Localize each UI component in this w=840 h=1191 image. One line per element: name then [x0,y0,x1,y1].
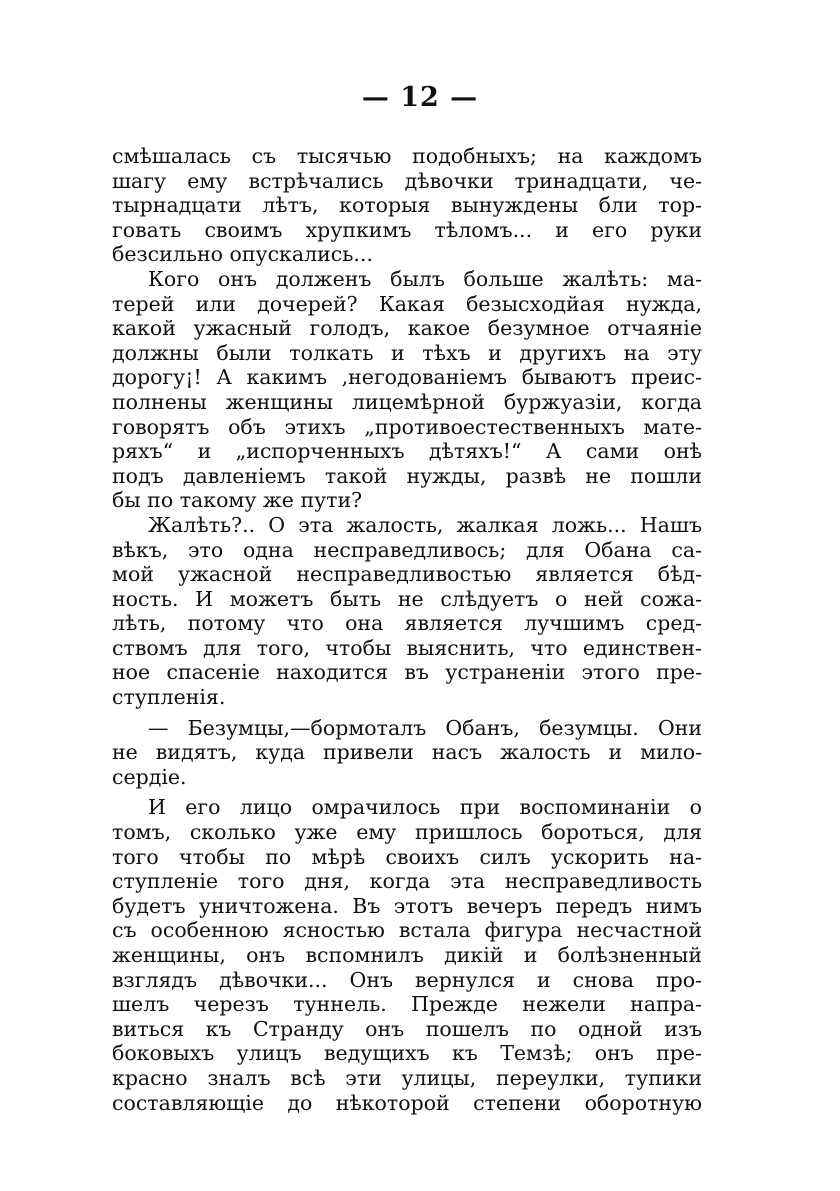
text-line: ствомъ для того, чтобы выяснить, что единствен- [112,635,702,660]
text-line: дорогу¡! А какимъ ,негодованіемъ бываютъ преис- [112,365,702,390]
text-line: бы по такому же пути? [112,488,363,513]
paragraph [112,267,702,513]
text-line: подъ давленіемъ такой нужды, развѣ не пошли [112,463,702,488]
text-line: должны были толкать и тѣхъ и другихъ на эту [112,340,702,365]
text-line: И его лицо омрачилось при воспоминаніи о [148,795,702,820]
text-line: сердіе. [112,764,187,789]
text-line: шелъ черезъ туннель. Прежде нежели напра- [112,992,702,1017]
text-line: полнены женщины лицемѣрной буржуазіи, когда [112,389,702,414]
text-line: ное спасеніе находится въ устраненіи этого пре- [112,660,702,685]
text-line: женщины, онъ вспомнилъ дикій и болѣзненный [112,943,702,967]
paragraph [112,795,702,1115]
text-line: взглядъ дѣвочки... Онъ вернулся и снова про- [112,967,702,992]
text-line: — Безумцы,—бормоталъ Обанъ, безумцы. Они [148,715,702,740]
paragraph [112,716,702,790]
text-line: смѣшалась съ тысячью подобныхъ; на каждомъ [112,144,702,168]
text-line: Жалѣть?.. О эта жалость, жалкая ложь... Нашъ [148,512,702,537]
text-line: того чтобы по мѣрѣ своихъ силъ ускорить на- [112,844,702,869]
body-text [112,144,702,1115]
text-line: ряхъ“ и „испорченныхъ дѣтяхъ!“ А сами онѣ [112,439,702,464]
paragraph [112,144,702,267]
text-line: виться къ Странду онъ пошелъ по одной изъ [112,1016,702,1041]
text-line: составляющіе до нѣкоторой степени оборотную [112,1090,702,1115]
text-line: боковыхъ улицъ ведущихъ къ Темзѣ; онъ пре- [112,1041,702,1066]
text-line: говать своимъ хрупкимъ тѣломъ... и его руки [112,217,702,242]
text-line: говорятъ объ этихъ „противоестественныхъ мате- [112,414,702,439]
text-line: вѣкъ, это одна несправедливось; для Обана са- [112,537,702,562]
paragraph [112,513,702,710]
text-line: съ особенною ясностью встала фигура несчастной [112,918,702,943]
text-line: какой ужасный голодъ, какое безумное отчаяніе [112,316,702,341]
text-line: терей или дочерей? Какая безысходйая нужда, [112,291,702,316]
text-line: ступленія. [112,685,226,710]
text-line: мой ужасной несправедливостью является бѣд- [112,562,702,587]
text-line: шагу ему встрѣчались дѣвочки тринадцати, че- [112,168,702,193]
text-line: ступленіе того дня, когда эта несправедливость [112,869,702,894]
text-line: безсильно опускались... [112,242,373,267]
text-line: не видятъ, куда привели насъ жалость и мило- [112,740,702,765]
text-line: томъ, сколько уже ему пришлось бороться, для [112,820,702,845]
text-line: тырнадцати лѣтъ, которыя вынуждены бли тор- [112,193,702,218]
text-line: ность. И можетъ быть не слѣдуетъ о ней сожа- [112,586,702,611]
text-line: красно зналъ всѣ эти улицы, переулки, тупики [112,1065,702,1090]
text-line: будетъ уничтожена. Въ этотъ вечеръ передъ нимъ [112,893,702,918]
text-line: Кого онъ долженъ былъ больше жалѣть: ма- [148,266,702,291]
page-number: — 12 — [361,82,479,113]
text-line: лѣть, потому что она является лучшимъ сред- [112,611,702,636]
